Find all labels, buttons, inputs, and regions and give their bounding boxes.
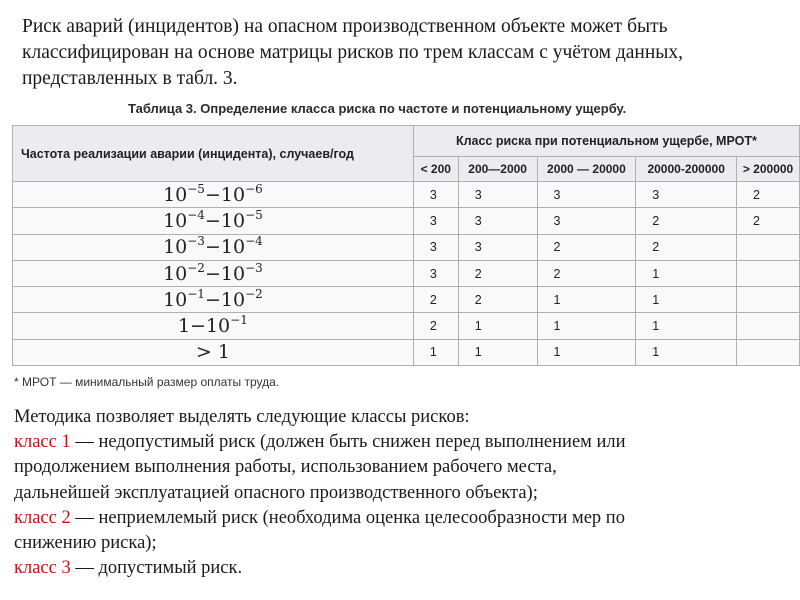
class-1-continuation: дальнейшей эксплуатацией опасного производственного объекта); <box>14 482 538 503</box>
frequency-base: > 1 <box>195 341 230 364</box>
method-intro: Методика позволяет выделять следующие классы рисков: <box>14 407 470 427</box>
frequency-base: 10 <box>163 209 188 232</box>
table-footnote: * МРОТ — минимальный размер оплаты труда. <box>14 375 280 389</box>
frequency-cell <box>13 313 414 339</box>
frequency-cell <box>13 339 414 365</box>
frequency-exponent: −4 <box>187 207 205 222</box>
risk-class-cell: 3 <box>537 208 636 234</box>
class-1-continuation: продолжением выполнения работы, использованием рабочего места, <box>14 457 557 478</box>
risk-class-cell: 1 <box>636 313 737 339</box>
risk-matrix-table <box>12 125 800 366</box>
frequency-base: 10 <box>220 183 246 206</box>
method-paragraph <box>14 405 794 581</box>
risk-class-cell: 2 <box>458 287 537 313</box>
risk-class-cell: 2 <box>737 182 800 208</box>
table-row <box>13 339 800 365</box>
frequency-cell <box>13 260 414 286</box>
frequency-base: 10 <box>163 236 188 259</box>
class-1-line <box>14 430 794 455</box>
risk-class-cell: 1 <box>636 339 737 365</box>
table-row <box>13 234 800 260</box>
table-row <box>13 182 800 208</box>
risk-class-cell: 3 <box>413 260 458 286</box>
risk-class-cell: 2 <box>413 287 458 313</box>
risk-class-cell: 1 <box>537 313 636 339</box>
risk-class-cell: 2 <box>413 313 458 339</box>
frequency-exponent: −2 <box>245 286 263 301</box>
frequency-base: 1 <box>177 315 191 338</box>
frequency-cell <box>13 234 414 260</box>
risk-class-cell: 1 <box>458 339 537 365</box>
damage-category-header: > 200000 <box>737 157 800 182</box>
risk-class-cell <box>737 287 800 313</box>
frequency-exponent: −3 <box>245 260 263 275</box>
intro-paragraph <box>22 14 792 92</box>
frequency-base: 10 <box>163 183 188 206</box>
risk-class-cell: 2 <box>636 234 737 260</box>
damage-category-header: 200—2000 <box>458 157 537 182</box>
risk-class-cell: 3 <box>537 182 636 208</box>
risk-class-cell: 3 <box>458 208 537 234</box>
risk-class-cell: 2 <box>537 260 636 286</box>
risk-class-cell <box>737 313 800 339</box>
risk-class-cell: 3 <box>458 234 537 260</box>
frequency-base: 10 <box>220 209 246 232</box>
damage-category-header: < 200 <box>413 157 458 182</box>
frequency-cell <box>13 287 414 313</box>
frequency-cell <box>13 208 414 234</box>
risk-class-header: Класс риска при потенциальном ущербе, МРОТ* <box>413 126 799 157</box>
frequency-dash: − <box>204 236 221 259</box>
class-1-label: класс 1 <box>14 432 71 453</box>
frequency-base: 10 <box>220 262 246 285</box>
intro-line-1: Риск аварий (инцидентов) на опасном производственном объекте может быть <box>22 16 668 37</box>
risk-class-cell: 3 <box>413 234 458 260</box>
frequency-exponent: −5 <box>245 207 263 222</box>
frequency-base: 10 <box>205 315 231 338</box>
frequency-exponent: −5 <box>187 181 205 196</box>
frequency-exponent: −4 <box>245 234 263 249</box>
risk-class-cell: 2 <box>537 234 636 260</box>
table-caption: Таблица 3. Определение класса риска по частоте и потенциальному ущербу. <box>128 101 627 116</box>
frequency-dash: − <box>190 315 206 338</box>
class-2-label: класс 2 <box>14 507 71 528</box>
risk-class-cell: 2 <box>737 208 800 234</box>
risk-class-cell: 1 <box>537 339 636 365</box>
frequency-header: Частота реализации аварии (инцидента), случаев/год <box>13 126 414 182</box>
class-1-text: — недопустимый риск (должен быть снижен перед выполнением или <box>70 432 626 453</box>
frequency-base: 10 <box>163 262 188 285</box>
frequency-dash: − <box>204 183 221 206</box>
frequency-exponent: −1 <box>187 286 205 301</box>
damage-category-header: 20000-200000 <box>636 157 737 182</box>
class-3-text: — допустимый риск. <box>70 558 243 579</box>
frequency-dash: − <box>204 209 221 232</box>
frequency-dash: − <box>204 288 221 311</box>
frequency-exponent: −6 <box>245 181 263 196</box>
risk-class-cell <box>737 260 800 286</box>
frequency-exponent: −1 <box>230 313 248 328</box>
frequency-exponent: −3 <box>187 234 205 249</box>
class-2-line <box>14 506 794 531</box>
risk-class-cell: 3 <box>636 182 737 208</box>
frequency-cell <box>13 182 414 208</box>
risk-class-cell: 1 <box>636 287 737 313</box>
table-row <box>13 287 800 313</box>
frequency-base: 10 <box>220 288 246 311</box>
risk-class-cell: 2 <box>458 260 537 286</box>
frequency-exponent: −2 <box>187 260 205 275</box>
intro-line-3: представленных в табл. 3. <box>22 68 238 89</box>
frequency-base: 10 <box>163 288 188 311</box>
frequency-dash: − <box>204 262 221 285</box>
risk-class-cell: 1 <box>636 260 737 286</box>
risk-class-cell: 3 <box>413 182 458 208</box>
table-row <box>13 260 800 286</box>
risk-class-cell: 1 <box>413 339 458 365</box>
intro-line-2: классифицирован на основе матрицы рисков по трем классам с учётом данных, <box>22 42 683 63</box>
table-row <box>13 208 800 234</box>
risk-class-cell: 3 <box>413 208 458 234</box>
damage-category-header: 2000 — 20000 <box>537 157 636 182</box>
risk-class-cell: 1 <box>537 287 636 313</box>
class-3-label: класс 3 <box>14 558 71 579</box>
table-row <box>13 313 800 339</box>
risk-class-cell: 2 <box>636 208 737 234</box>
class-2-text: — неприемлемый риск (необходима оценка целесообразности мер по <box>70 507 625 528</box>
risk-class-cell: 1 <box>458 313 537 339</box>
risk-class-cell <box>737 339 800 365</box>
frequency-base: 10 <box>220 236 246 259</box>
class-2-continuation: снижению риска); <box>14 533 157 554</box>
class-3-line <box>14 556 794 581</box>
risk-class-cell <box>737 234 800 260</box>
risk-class-cell: 3 <box>458 182 537 208</box>
